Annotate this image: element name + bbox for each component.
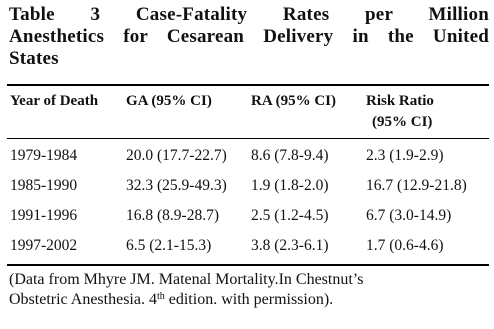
footnote-edition-superscript: th [156,291,165,302]
header-risk-ratio: Risk Ratio [366,93,434,109]
row-risk: 1.7 (0.6-4.6) [366,237,444,254]
footnote-line-1: (Data from Mhyre JM. Matenal Mortality.In Chestnut’s [9,271,364,288]
table-header-rule [7,138,489,139]
table-title-line-2: Anesthetics for Cesarean Delivery in the United [9,26,489,47]
row-year: 1997-2002 [10,237,78,254]
row-ra: 8.6 (7.8-9.4) [251,147,329,164]
footnote-line-2-start: Obstetric Anesthesia. 4 [9,291,157,308]
footnote-line-2-end: edition. with permission). [164,291,334,308]
row-ga: 20.0 (17.7-22.7) [126,147,227,164]
row-ga: 6.5 (2.1-15.3) [126,237,212,254]
footnote-line-2 [9,290,489,310]
header-ra: RA (95% CI) [251,93,336,109]
row-risk: 2.3 (1.9-2.9) [366,147,444,164]
header-risk-ci: (95% CI) [372,114,433,130]
row-risk: 6.7 (3.0-14.9) [366,207,452,224]
row-year: 1979-1984 [10,147,78,164]
table-bottom-rule [7,264,489,266]
row-ra: 1.9 (1.8-2.0) [251,177,329,194]
row-ga: 32.3 (25.9-49.3) [126,177,227,194]
row-risk: 16.7 (12.9-21.8) [366,177,467,194]
row-ga: 16.8 (8.9-28.7) [126,207,219,224]
header-ga: GA (95% CI) [126,93,212,109]
table-title-line-1: Table 3 Case-Fatality Rates per Million [9,4,489,25]
row-year: 1985-1990 [10,177,78,194]
row-ra: 3.8 (2.3-6.1) [251,237,329,254]
table-footnote [9,270,489,310]
table-title [9,4,489,70]
header-year: Year of Death [10,93,99,109]
row-ra: 2.5 (1.2-4.5) [251,207,329,224]
table-top-rule [7,84,489,86]
table-title-line-3: States [9,48,59,69]
row-year: 1991-1996 [10,207,78,224]
